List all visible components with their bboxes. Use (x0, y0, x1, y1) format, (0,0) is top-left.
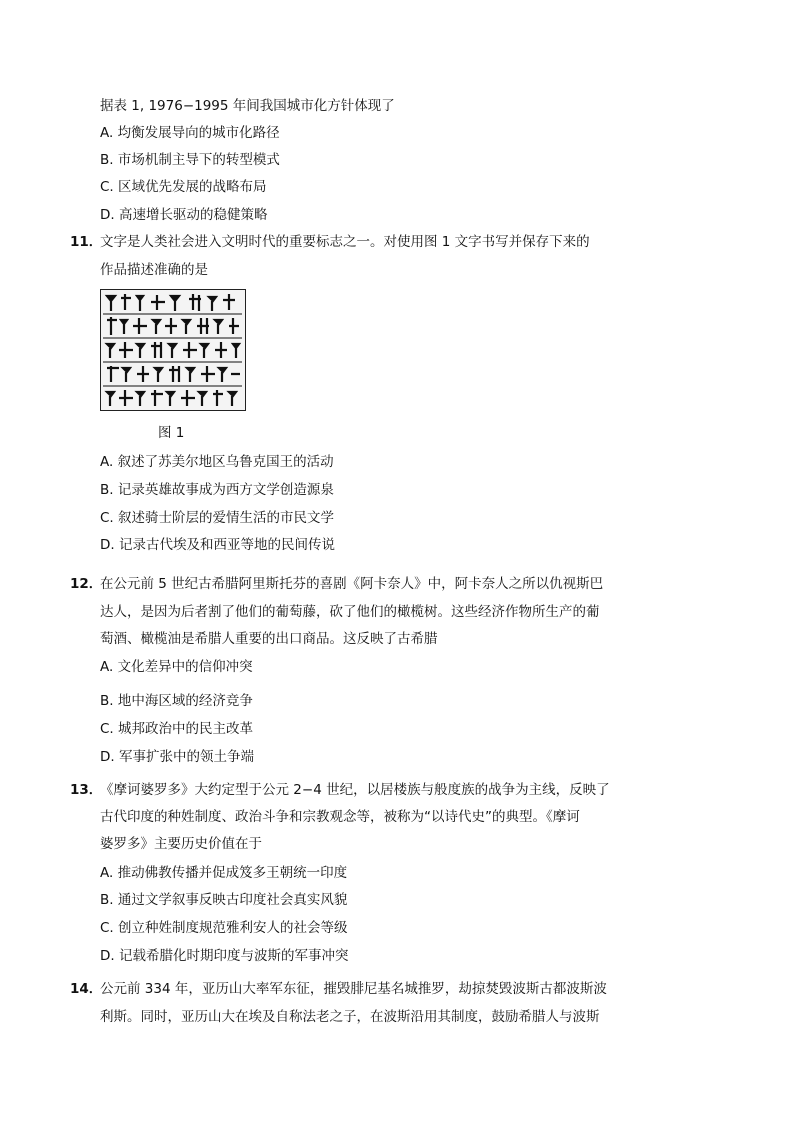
q12-option-c: C. 城邦政治中的民主改革 (100, 721, 254, 737)
q11-stem-line-1: 文字是人类社会进入文明时代的重要标志之一。对使用图 1 文字书写并保存下来的 (100, 234, 590, 250)
q10-option-a: A. 均衡发展导向的城市化路径 (100, 125, 280, 141)
q11-number: 11． (70, 234, 103, 250)
q12-stem-line-1: 在公元前 5 世纪古希腊阿里斯托芬的喜剧《阿卡奈人》中，阿卡奈人之所以仇视斯巴 (100, 576, 604, 592)
q11-option-c: C. 叙述骑士阶层的爱情生活的市民文学 (100, 510, 335, 526)
q10-option-b: B. 市场机制主导下的转型模式 (100, 152, 280, 168)
q12-stem-line-3: 萄酒、橄榄油是希腊人重要的出口商品。这反映了古希腊 (100, 631, 438, 647)
q12-stem-line-2: 达人，是因为后者割了他们的葡萄藤，砍了他们的橄榄树。这些经济作物所生产的葡 (100, 604, 600, 620)
q10-option-c: C. 区域优先发展的战略布局 (100, 179, 267, 195)
q13-number: 13． (70, 782, 103, 798)
q13-option-c: C. 创立种姓制度规范雅利安人的社会等级 (100, 920, 348, 936)
q10-stem: 据表 1, 1976−1995 年间我国城市化方针体现了 (100, 98, 395, 114)
q11-stem-line-2: 作品描述准确的是 (100, 262, 208, 278)
q10-option-d: D. 高速增长驱动的稳健策略 (100, 207, 268, 223)
q13-option-b: B. 通过文学叙事反映古印度社会真实风貌 (100, 892, 348, 908)
q13-stem-line-2: 古代印度的种姓制度、政治斗争和宗教观念等，被称为“以诗代史”的典型。《摩诃 (100, 809, 580, 825)
q11-option-b: B. 记录英雄故事成为西方文学创造源泉 (100, 482, 334, 498)
q13-stem-line-3: 婆罗多》主要历史价值在于 (100, 836, 262, 852)
q14-number: 14． (70, 981, 103, 997)
cuneiform-tablet-image (100, 289, 246, 411)
q13-stem-line-1: 《摩诃婆罗多》大约定型于公元 2−4 世纪，以居楼族与般度族的战争为主线，反映了 (100, 782, 610, 798)
q12-number: 12． (70, 576, 103, 592)
q13-option-d: D. 记载希腊化时期印度与波斯的军事冲突 (100, 948, 349, 964)
q14-stem-line-1: 公元前 334 年，亚历山大率军东征，摧毁腓尼基名城推罗，劫掠焚毁波斯古都波斯波 (100, 981, 607, 997)
q11-option-a: A. 叙述了苏美尔地区乌鲁克国王的活动 (100, 454, 334, 470)
q11-option-d: D. 记录古代埃及和西亚等地的民间传说 (100, 537, 335, 553)
cuneiform-script-illustration (101, 290, 244, 409)
q13-option-a: A. 推动佛教传播并促成笈多王朝统一印度 (100, 865, 348, 881)
q14-stem-line-2: 利斯。同时，亚历山大在埃及自称法老之子，在波斯沿用其制度，鼓励希腊人与波斯 (100, 1009, 600, 1025)
q12-option-a: A. 文化差异中的信仰冲突 (100, 659, 253, 675)
figure-caption: 图 1 (158, 425, 185, 441)
q12-option-b: B. 地中海区域的经济竞争 (100, 693, 253, 709)
q12-option-d: D. 军事扩张中的领土争端 (100, 749, 254, 765)
